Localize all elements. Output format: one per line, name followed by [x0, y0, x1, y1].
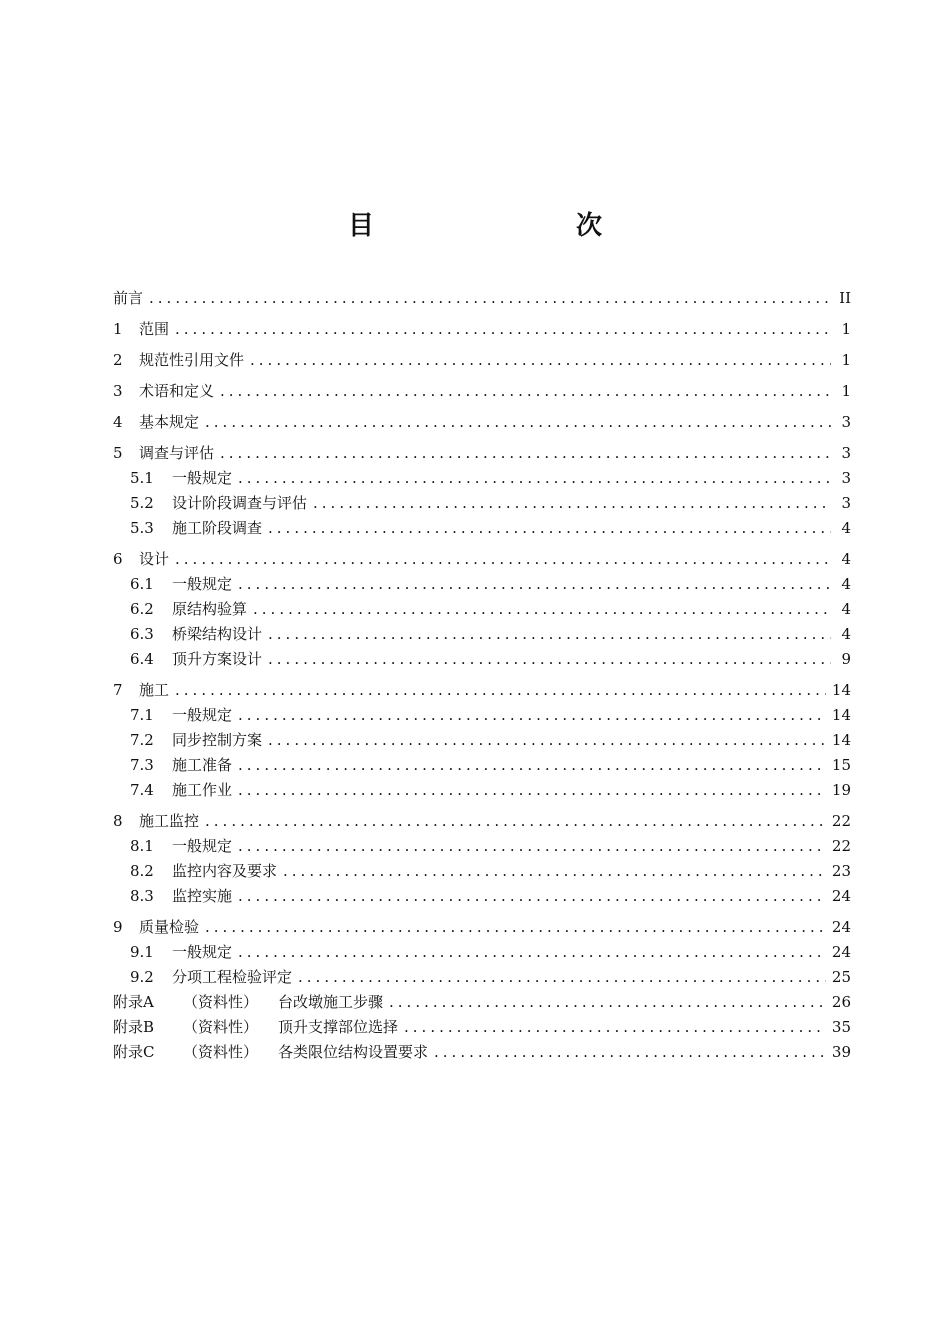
toc-leader-dots	[389, 990, 826, 1015]
toc-entry-page: 15	[831, 756, 851, 774]
toc-entry-number: 附录B	[113, 1018, 155, 1036]
toc-entry[interactable]	[113, 286, 851, 311]
toc-entry-label: 顶升支撑部位选择	[278, 1018, 399, 1036]
toc-leader-dots	[149, 286, 831, 311]
toc-entry[interactable]	[113, 466, 851, 491]
toc-entry[interactable]	[113, 859, 851, 884]
toc-entry-label: 施工作业	[172, 781, 233, 799]
toc-entry[interactable]	[113, 703, 851, 728]
toc-entry[interactable]	[113, 884, 851, 909]
toc-entry-number: 6.1	[130, 575, 154, 593]
toc-leader-dots	[238, 884, 826, 909]
toc-leader-dots	[313, 491, 831, 516]
toc-leader-dots	[268, 622, 831, 647]
toc-entry-label: 前言	[113, 289, 144, 307]
toc-entry-page: 22	[831, 812, 851, 830]
toc-leader-dots	[238, 572, 831, 597]
toc-entry-page: 4	[841, 519, 851, 537]
toc-leader-dots	[220, 379, 831, 404]
toc-entry-page: 4	[841, 575, 851, 593]
toc-entry-page: 19	[831, 781, 851, 799]
toc-leader-dots	[220, 441, 831, 466]
toc-entry-label: 监控实施	[172, 887, 233, 905]
toc-entry-page: 3	[841, 413, 851, 431]
page-title: 目 次	[347, 211, 652, 241]
toc-entry-label: 同步控制方案	[172, 731, 263, 749]
toc-entry-page: 14	[831, 681, 851, 699]
toc-leader-dots	[268, 516, 831, 541]
toc-entry[interactable]	[113, 410, 851, 435]
toc-leader-dots	[175, 547, 831, 572]
toc-entry-number: 附录C	[113, 1043, 155, 1061]
toc-entry-number: 5.2	[130, 494, 154, 512]
toc-entry-label: 施工	[139, 681, 170, 699]
toc-entry-number: 8.3	[130, 887, 154, 905]
toc-entry-label: 监控内容及要求	[172, 862, 278, 880]
toc-entry-page: 23	[831, 862, 851, 880]
toc-entry[interactable]	[113, 441, 851, 466]
toc-entry-number: 5	[113, 444, 123, 462]
toc-entry-page: 22	[831, 837, 851, 855]
toc-entry-label: 一般规定	[172, 575, 233, 593]
toc-entry-page: 14	[831, 731, 851, 749]
toc-leader-dots	[205, 809, 826, 834]
toc-leader-dots	[268, 647, 831, 672]
toc-entry-label: 台改墩施工步骤	[278, 993, 384, 1011]
toc-entry-number: 8.1	[130, 837, 154, 855]
toc-leader-dots	[238, 753, 826, 778]
toc-entry-label: 分项工程检验评定	[172, 968, 293, 986]
toc-entry[interactable]	[113, 809, 851, 834]
toc-entry[interactable]	[113, 1015, 851, 1040]
toc-entry-label: 顶升方案设计	[172, 650, 263, 668]
toc-entry[interactable]	[113, 547, 851, 572]
toc-leader-dots	[205, 915, 826, 940]
toc-entry-number: 8.2	[130, 862, 154, 880]
toc-entry-label: 设计阶段调查与评估	[172, 494, 308, 512]
toc-leader-dots	[238, 940, 826, 965]
toc-leader-dots	[268, 728, 826, 753]
toc-entry-number: 6.4	[130, 650, 154, 668]
toc-entry-page: 26	[831, 993, 851, 1011]
toc-entry[interactable]	[113, 940, 851, 965]
toc-leader-dots	[253, 597, 831, 622]
toc-entry-label: 术语和定义	[139, 382, 215, 400]
toc-leader-dots	[238, 778, 826, 803]
toc-entry[interactable]	[113, 915, 851, 940]
toc-entry-page: 3	[841, 444, 851, 462]
toc-entry-label: 范围	[139, 320, 170, 338]
toc-entry-label: 原结构验算	[172, 600, 248, 618]
toc-entry-label: 施工准备	[172, 756, 233, 774]
toc-entry-number: 6.2	[130, 600, 154, 618]
toc-entry-label: 设计	[139, 550, 170, 568]
toc-entry[interactable]	[113, 965, 851, 990]
toc-entry-number: 9.2	[130, 968, 154, 986]
toc-entry-page: 25	[831, 968, 851, 986]
toc-leader-dots	[283, 859, 826, 884]
toc-entry-number: 7	[113, 681, 123, 699]
toc-entry[interactable]	[113, 647, 851, 672]
toc-entry-number: 6	[113, 550, 123, 568]
toc-leader-dots	[250, 348, 831, 373]
toc-entry-number: 6.3	[130, 625, 154, 643]
toc-entry-label: 质量检验	[139, 918, 200, 936]
toc-entry-label: 施工监控	[139, 812, 200, 830]
toc-entry-label: 规范性引用文件	[139, 351, 245, 369]
toc-entry[interactable]	[113, 1040, 851, 1065]
toc-entry-page: 35	[831, 1018, 851, 1036]
toc-entry-page: 1	[841, 351, 851, 369]
table-of-contents	[113, 286, 851, 1065]
toc-entry-number: 5.3	[130, 519, 154, 537]
toc-entry[interactable]	[113, 678, 851, 703]
toc-leader-dots	[175, 317, 831, 342]
toc-entry[interactable]	[113, 597, 851, 622]
toc-entry[interactable]	[113, 778, 851, 803]
toc-entry-number: 9.1	[130, 943, 154, 961]
toc-entry-label: 一般规定	[172, 469, 233, 487]
toc-entry[interactable]	[113, 348, 851, 373]
toc-entry[interactable]	[113, 622, 851, 647]
toc-entry[interactable]	[113, 834, 851, 859]
toc-entry-page: 4	[841, 550, 851, 568]
toc-entry-number: 3	[113, 382, 123, 400]
toc-entry[interactable]	[113, 990, 851, 1015]
toc-entry-page: 3	[841, 494, 851, 512]
toc-entry-label: 基本规定	[139, 413, 200, 431]
toc-leader-dots	[298, 965, 826, 990]
toc-entry-number: 7.4	[130, 781, 154, 799]
toc-entry-page: 4	[841, 600, 851, 618]
toc-entry[interactable]	[113, 491, 851, 516]
toc-entry-page: II	[839, 289, 851, 307]
toc-leader-dots	[238, 834, 826, 859]
toc-entry[interactable]	[113, 379, 851, 404]
toc-entry-page: 39	[831, 1043, 851, 1061]
toc-leader-dots	[175, 678, 826, 703]
toc-entry-number: 7.3	[130, 756, 154, 774]
toc-entry-number: 8	[113, 812, 123, 830]
toc-entry[interactable]	[113, 753, 851, 778]
toc-entry-number: 附录A	[113, 993, 154, 1011]
toc-entry-page: 24	[831, 887, 851, 905]
toc-entry-number: 7.1	[130, 706, 154, 724]
toc-entry-label: 桥梁结构设计	[172, 625, 263, 643]
toc-entry-note: （资料性）	[183, 993, 259, 1011]
toc-entry-number: 1	[113, 320, 123, 338]
toc-entry-note: （资料性）	[183, 1043, 259, 1061]
toc-entry-number: 4	[113, 413, 123, 431]
toc-entry-page: 9	[841, 650, 851, 668]
toc-entry-page: 14	[831, 706, 851, 724]
toc-entry[interactable]	[113, 317, 851, 342]
toc-entry-page: 24	[831, 943, 851, 961]
toc-leader-dots	[434, 1040, 826, 1065]
toc-entry-label: 施工阶段调查	[172, 519, 263, 537]
toc-entry-number: 2	[113, 351, 123, 369]
toc-entry-page: 1	[841, 320, 851, 338]
toc-entry-page: 4	[841, 625, 851, 643]
toc-leader-dots	[238, 703, 826, 728]
toc-entry-page: 1	[841, 382, 851, 400]
toc-entry-label: 一般规定	[172, 837, 233, 855]
toc-entry[interactable]	[113, 572, 851, 597]
toc-entry-page: 24	[831, 918, 851, 936]
toc-entry-number: 5.1	[130, 469, 154, 487]
toc-leader-dots	[238, 466, 831, 491]
toc-entry-label: 各类限位结构设置要求	[278, 1043, 429, 1061]
toc-entry-page: 3	[841, 469, 851, 487]
toc-entry-label: 一般规定	[172, 706, 233, 724]
toc-entry-number: 7.2	[130, 731, 154, 749]
toc-entry[interactable]	[113, 516, 851, 541]
toc-entry-label: 调查与评估	[139, 444, 215, 462]
toc-entry-note: （资料性）	[183, 1018, 259, 1036]
toc-leader-dots	[205, 410, 831, 435]
toc-leader-dots	[404, 1015, 826, 1040]
toc-entry-label: 一般规定	[172, 943, 233, 961]
toc-entry[interactable]	[113, 728, 851, 753]
toc-entry-number: 9	[113, 918, 123, 936]
